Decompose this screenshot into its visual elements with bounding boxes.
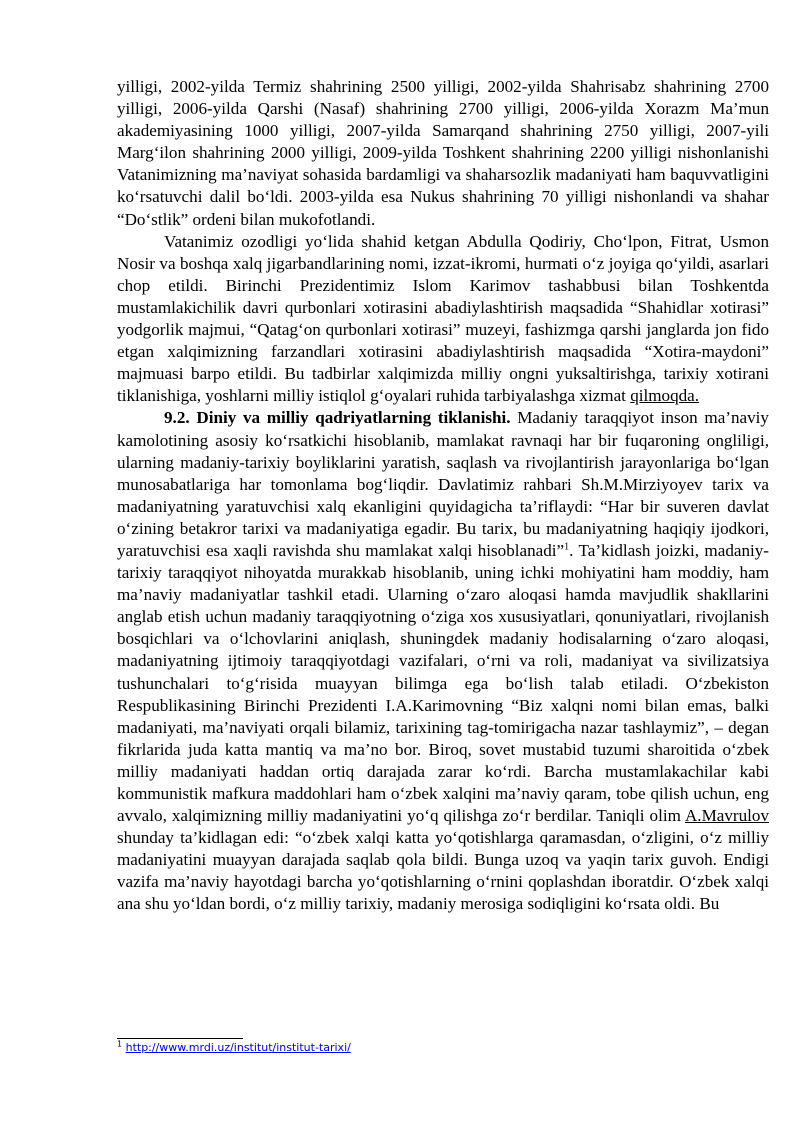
paragraph-text: Madaniy taraqqiyot inson ma’naviy kamolotining asosiy ko‘rsatkichi hisoblanib, mamlakat ravnaqi har bir fuqaroning ongliligi, ularning madaniy-tarixiy boyliklarini yaratish, saqlash va rivojlantirish jarayonlariga bo‘lgan munosabatlariga har tomonlama bog‘liqdir. Davlatimiz rahbari Sh.M.Mirziyoyev tarix va madaniyatning yaratuvchisi xalq ekanligini quyidagicha ta’riflaydi: “Har bir suveren davlat o‘zining betakror tarixi va madaniyatiga egadir. Bu tarix, bu madaniyatning haqiqiy ijodkori, yaratuvchisi esa xaqli ravishda shu mamlakat xalqi hisoblanadi” bbox=[117, 408, 769, 560]
footnote bbox=[117, 1041, 351, 1055]
paragraph-text: yilligi, 2002-yilda Termiz shahrining 2500 yilligi, 2002-yilda Shahrisabz shahrining 2700 yilligi, 2006-yilda Qarshi (Nasaf) shahrining 2700 yilligi, 2006-yilda Xorazm Ma’mun akademiyasining 1000 yilligi, 2007-yilda Samarqand shahrining 2750 yilligi, 2007-yili Marg‘ilon shahrining 2000 yilligi, 2009-yilda Toshkent shahrining 2200 yilligi nishonlanishi Vatanimizning ma’naviyat sohasida bardamligi va shaharsozlik madaniyati ham baquvvatligini ko‘rsatuvchi dalil bo‘ldi. 2003-yilda esa Nukus shahrining 70 yilligi nishonlandi va shahar “Do‘stlik” ordeni bilan mukofotlandi. bbox=[117, 77, 769, 229]
footnote-separator bbox=[117, 1038, 243, 1039]
paragraph-national-heroes bbox=[117, 231, 769, 408]
paragraph-city-anniversaries bbox=[117, 76, 769, 231]
footnote-reference[interactable]: 1 bbox=[564, 541, 570, 553]
footnote-number: 1 bbox=[117, 1039, 123, 1049]
section-heading: 9.2. Diniy va milliy qadriyatlarning tiklanishi. bbox=[164, 408, 511, 428]
document-body bbox=[117, 76, 769, 916]
underlined-author-name: A.Mavrulov bbox=[684, 806, 769, 826]
paragraph-section-9-2 bbox=[117, 407, 769, 915]
paragraph-text: Vatanimiz ozodligi yo‘lida shahid ketgan Abdulla Qodiriy, Cho‘lpon, Fitrat, Usmon Nosir va boshqa xalq jigarbandlarining nomi, izzat-ikromi, hurmati o‘z joyiga qo‘yildi, asarlari chop etildi. Birinchi Prezidentimiz Islom Karimov tashabbusi bilan Toshkentda mustamlakichilik davri qurbonlari xotirasini abadiylashtirish maqsadida “Shahidlar xotirasi” yodgorlik majmui, “Qatag‘on qurbonlari xotirasi” muzeyi, fashizmga qarshi janglarda jon fido etgan xalqimizning farzandlari xotirasini abadiylashtirish maqsadida “Xotira-maydoni” majmuasi barpo etildi. Bu tadbirlar xalqimizda milliy ongni yuksaltirishga, tarixiy xotirani tiklanishiga, yoshlarni milliy istiqlol g‘oyalari ruhida tarbiyalashga xizmat bbox=[117, 231, 769, 406]
underlined-word: qilmoqda. bbox=[630, 386, 700, 406]
footnote-link[interactable]: http://www.mrdi.uz/institut/institut-tarixi/ bbox=[125, 1041, 351, 1054]
paragraph-text: . Ta’kidlash joizki, madaniy-tarixiy taraqqiyot nihoyatda murakkab hisoblanib, uning ichki mohiyatini ham moddiy, ham ma’naviy madaniyatlar tashkil etadi. Ularning o‘zaro aloqasi hamda mavjudlik shakllarini anglab etish uchun madaniy taraqqiyotning o‘ziga xos xususiyatlari, qonuniyatlari, rivojlanish bosqichlari va o‘lchovlarini aniqlash, shuningdek madaniy hodisalarning o‘zaro aloqasi, madaniyatning ijtimoiy taraqqiyotdagi vazifalari, o‘rni va roli, madaniyat va sivilizatsiya tushunchalari to‘g‘risida muayyan bilimga ega bo‘lish talab etiladi. O‘zbekiston Respublikasining Birinchi Prezidenti I.A.Karimovning “Biz xalqni nomi bilan emas, balki madaniyati, ma’naviyati orqali bilamiz, tarixining tag-tomirigacha nazar tashlaymiz”, – degan fikrlarida juda katta mantiq va ma’no bor. Biroq, sovet mustabid tuzumi sharoitida o‘zbek milliy madaniyati haddan ortiq darajada zarar ko‘rdi. Barcha mustamlakachilar kabi kommunistik mafkura maddohlari ham o‘zbek xalqini ma’naviy qaram, tobe qilish uchun, eng avvalo, xalqimizning milliy madaniyatini yo‘q qilishga zo‘r berdilar. Taniqli olim bbox=[117, 540, 769, 826]
paragraph-text: shunday ta’kidlagan edi: “o‘zbek xalqi katta yo‘qotishlarga qaramasdan, o‘zligini, o‘z milliy madaniyatini muayyan darajada saqlab qola bildi. Bunga uzoq va yaqin tarix guvoh. Endigi vazifa ma’naviy hayotdagi barcha yo‘qotishlarning o‘rnini qoplashdan iboratdir. O‘zbek xalqi ana shu yo‘ldan bordi, o‘z milliy tarixiy, madaniy merosiga sodiqligini ko‘rsata oldi. Bu bbox=[117, 828, 769, 914]
